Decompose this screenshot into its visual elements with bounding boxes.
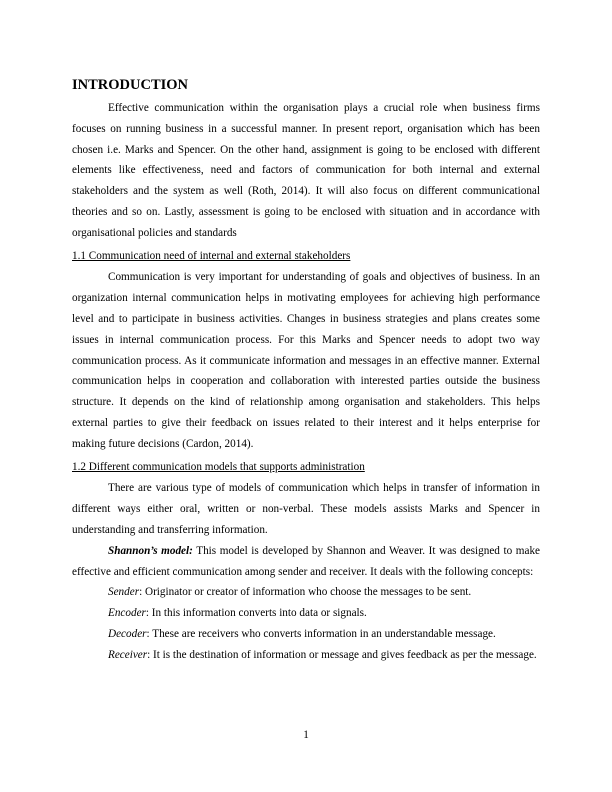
section-1-2-paragraph: There are various type of models of communication which helps in transfer of information in different ways either oral, written or non-verbal. These models assists Marks and Spencer in understanding and transferring information. — [72, 482, 540, 536]
section-1-2-title: 1.2 Different communication models that supports administration — [72, 460, 365, 473]
concept-item — [72, 645, 540, 666]
concept-term: Sender — [108, 586, 140, 599]
concept-item — [72, 582, 540, 603]
document-page — [72, 76, 540, 666]
concept-definition: : In this information converts into data or signals. — [145, 607, 367, 620]
section-1-1-title: 1.1 Communication need of internal and external stakeholders — [72, 249, 351, 262]
page-heading: INTRODUCTION — [72, 77, 189, 93]
concept-item — [72, 603, 540, 624]
shannon-model-paragraph — [72, 541, 540, 583]
concept-term: Encoder — [108, 607, 146, 620]
concept-item — [72, 624, 540, 645]
concept-definition: : It is the destination of information or message and gives feedback as per the message. — [147, 648, 537, 661]
model-name: Shannon’s model: — [108, 544, 193, 557]
section-1-1-paragraph: Communication is very important for understanding of goals and objectives of business. In an organization internal communication helps in motivating employees for achieving high performance level and to participate in business activities. Changes in business strategies and plans creates some issues in internal communication process. For this Marks and Spencer needs to adopt two way communication process. As it communicate information and messages in an effective manner. External communication helps in cooperation and collaboration with interested parties outside the business structure. It depends on the kind of relationship among organisation and stakeholders. This helps external parties to give their feedback on issues related to their interest and it helps enterprise for making future decisions (Cardon, 2014). — [72, 271, 540, 450]
concept-definition: : Originator or creator of information who choose the messages to be sent. — [139, 586, 472, 599]
page-number: 1 — [303, 729, 309, 741]
concept-term: Receiver — [108, 648, 148, 661]
model-description: This model is developed by Shannon and Weaver. It was designed to make effective and efficient communication among sender and receiver. It deals with the following concepts: — [72, 544, 541, 578]
intro-paragraph: Effective communication within the organisation plays a crucial role when business firms focuses on running business in a successful manner. In present report, organisation which has been chosen i.e. Marks and Spencer. On the other hand, assignment is going to be enclosed with different elements like effectiveness, need and factors of communication for both internal and external stakeholders and the system as well (Roth, 2014). It will also focus on different communicational theories and so on. Lastly, assessment is going to be enclosed with situation and in accordance with organisational policies and standards — [72, 102, 540, 239]
concept-term: Decoder — [108, 627, 147, 640]
concept-definition: : These are receivers who converts information in an understandable message. — [146, 627, 496, 640]
